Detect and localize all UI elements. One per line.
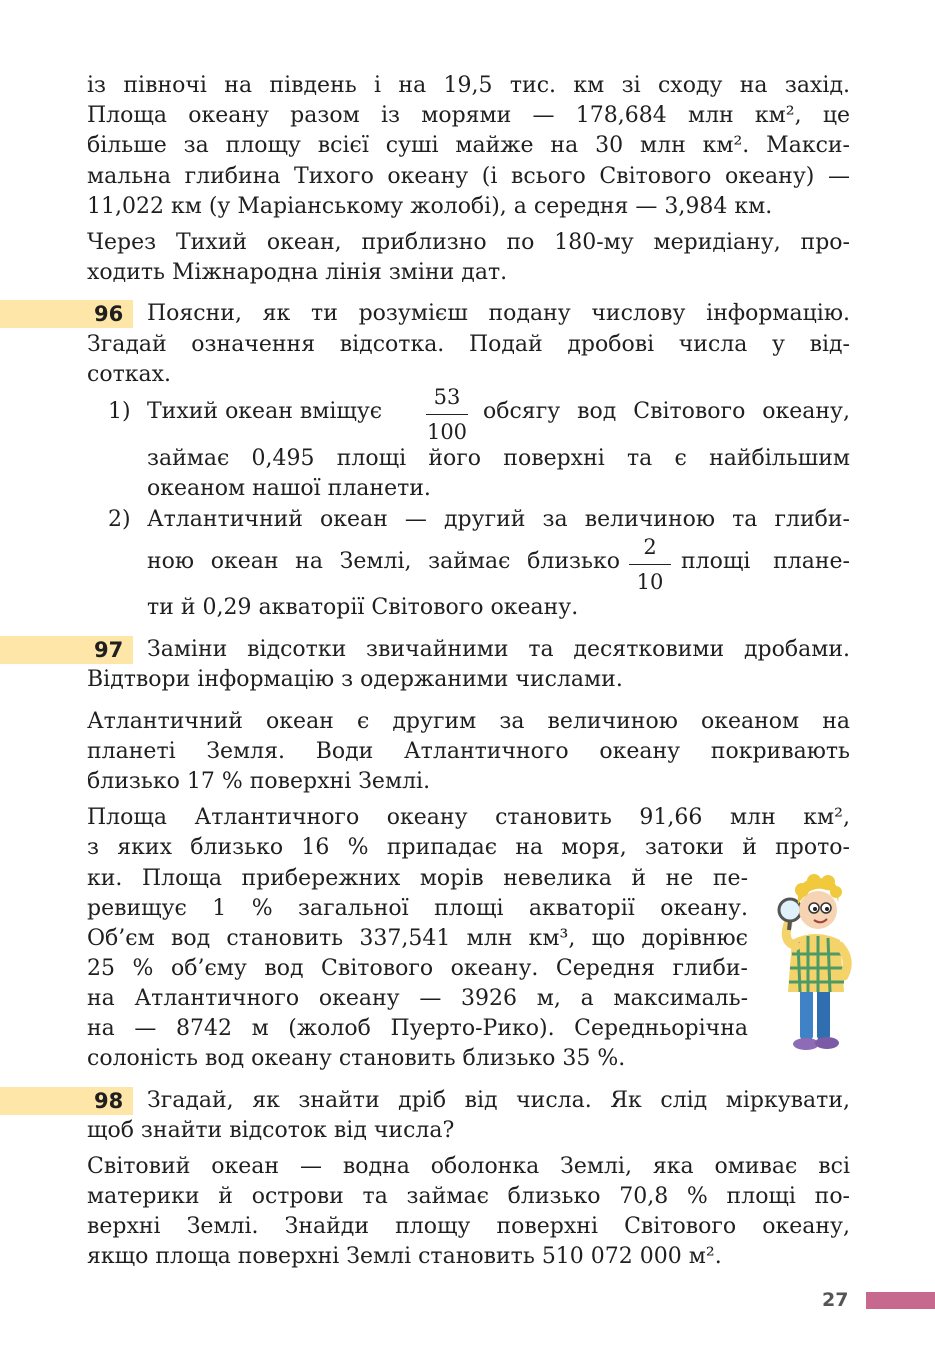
task-97-para1-line: близько 17 % поверхні Землі. — [87, 769, 431, 794]
task-97-para2-line: ревищує 1 % загальної площі акваторії океану. — [87, 896, 748, 921]
task-97-para2-line: на — 8742 м (жолоб Пуерто-Рико). Середньорічна — [87, 1016, 748, 1041]
intro-line: Через Тихий океан, приблизно по 180-му меридіану, про- — [87, 230, 850, 255]
task-97-text-line: Відтвори інформацію з одержаними числами. — [87, 667, 623, 692]
task-97-para2-line: ки. Площа прибережних морів невелика й не пе- — [87, 866, 748, 891]
item-2-text-line: Атлантичний океан — другий за величиною та глиби- — [147, 507, 850, 532]
task-98-text-line: Згадай, як знайти дріб від числа. Як слід міркувати, — [147, 1088, 850, 1113]
task-97-para2-line: Площа Атлантичного океану становить 91,66 млн км², — [87, 805, 850, 830]
item-2-text-line: ти й 0,29 акваторії Світового океану. — [147, 595, 579, 620]
task-96-number: 96 — [94, 302, 124, 326]
task-97-para1-line: планеті Земля. Води Атлантичного океану покривають — [87, 739, 850, 764]
task-97-para2-line: на Атлантичного океану — 3926 м, а максималь- — [87, 986, 748, 1011]
intro-line: 11,022 км (у Маріанському жолобі), а середня — 3,984 км. — [87, 194, 773, 219]
task-96-text-line: Поясни, як ти розумієш подану числову інформацію. — [147, 301, 850, 326]
task-97-text-line: Заміни відсотки звичайними та десятковими дробами. — [147, 637, 850, 662]
item-1-text-after: обсягу вод Світового океану, — [483, 399, 850, 424]
intro-line: із півночі на південь і на 19,5 тис. км зі сходу на захід. — [87, 73, 850, 98]
fraction-numerator: 2 — [643, 535, 657, 559]
task-98-para-line: верхні Землі. Знайди площу поверхні Світового океану, — [87, 1214, 850, 1239]
task-97-para2-line: солоність вод океану становить близько 35 %. — [87, 1046, 626, 1071]
task-98-number: 98 — [94, 1089, 124, 1113]
intro-line: більше за площу всієї суші майже на 30 млн км². Макси- — [87, 133, 850, 158]
fraction-bar — [426, 414, 468, 415]
item-1-text-line: займає 0,495 площі його поверхні та є найбільшим — [147, 446, 850, 471]
task-98-text-line: щоб знайти відсоток від числа? — [87, 1118, 455, 1143]
item-1-fraction — [424, 383, 470, 446]
page-number: 27 — [822, 1289, 849, 1311]
fraction-numerator: 53 — [433, 385, 461, 409]
item-1-text-before: Тихий океан вміщує — [147, 399, 383, 424]
item-2-text-before: ною океан на Землі, займає близько — [147, 549, 620, 574]
intro-line: Площа океану разом із морями — 178,684 млн км², це — [87, 103, 850, 128]
item-1-label: 1) — [108, 399, 131, 424]
boy-with-magnifier-icon — [770, 868, 860, 1058]
item-2-label: 2) — [108, 507, 131, 532]
task-97-para2-line: з яких близько 16 % припадає на моря, затоки й прото- — [87, 835, 850, 860]
task-97-para2-line: 25 % об’єму вод Світового океану. Середня глиби- — [87, 956, 748, 981]
fraction-denominator: 100 — [426, 420, 468, 444]
intro-line: ходить Міжнародна лінія зміни дат. — [87, 260, 508, 285]
item-2-fraction — [627, 533, 673, 596]
item-1-text-line: океаном нашої планети. — [147, 476, 431, 501]
task-96-text-line: Згадай означення відсотка. Подай дробові числа у від- — [87, 332, 850, 357]
task-98-para-line: якщо площа поверхні Землі становить 510 072 000 м². — [87, 1244, 722, 1269]
page-number-bar — [866, 1292, 935, 1309]
task-96-text-line: сотках. — [87, 362, 172, 387]
intro-line: мальна глибина Тихого океану (і всього Світового океану) — — [87, 164, 850, 189]
task-98-para-line: Світовий океан — водна оболонка Землі, яка омиває всі — [87, 1154, 850, 1179]
fraction-bar — [629, 564, 671, 565]
task-98-para-line: материки й острови та займає близько 70,8 % площі по- — [87, 1184, 850, 1209]
fraction-denominator: 10 — [636, 570, 664, 594]
task-97-para2-line: Об’єм вод становить 337,541 млн км³, що дорівнює — [87, 926, 748, 951]
task-97-para1-line: Атлантичний океан є другим за величиною океаном на — [87, 709, 850, 734]
task-97-number: 97 — [94, 638, 124, 662]
item-2-text-after: площі плане- — [681, 549, 850, 574]
